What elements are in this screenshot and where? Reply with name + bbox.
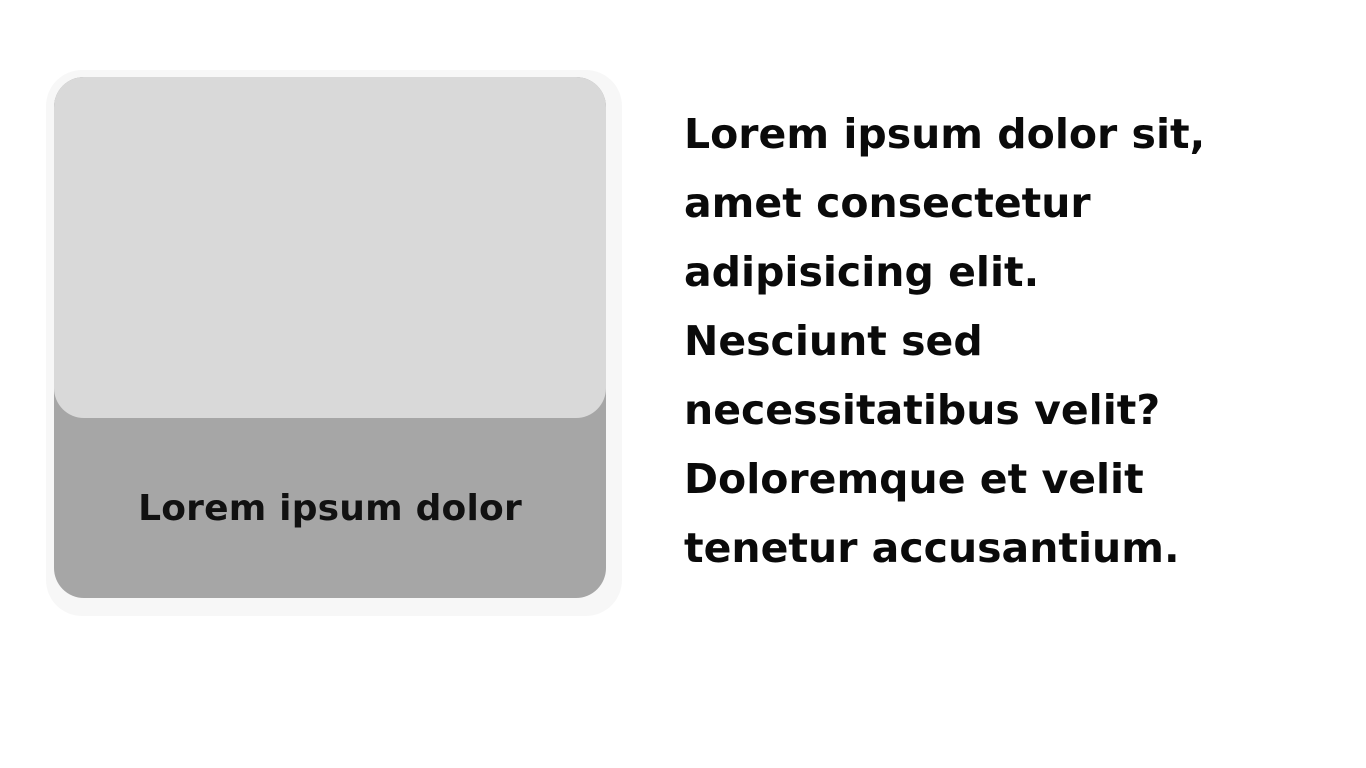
card-caption: Lorem ipsum dolor [138,487,522,529]
paragraph-line: amet consectetur [684,179,1091,227]
paragraph-line: necessitatibus velit? [684,386,1161,434]
paragraph-line: tenetur accusantium. [684,524,1180,572]
card-image-placeholder [54,77,606,418]
paragraph-line: adipisicing elit. [684,248,1040,296]
body-paragraph [684,100,1284,583]
paragraph-line: Lorem ipsum dolor sit, [684,110,1206,158]
paragraph-line: Nesciunt sed [684,317,983,365]
content-card[interactable] [54,77,606,598]
paragraph-line: Doloremque et velit [684,455,1144,503]
